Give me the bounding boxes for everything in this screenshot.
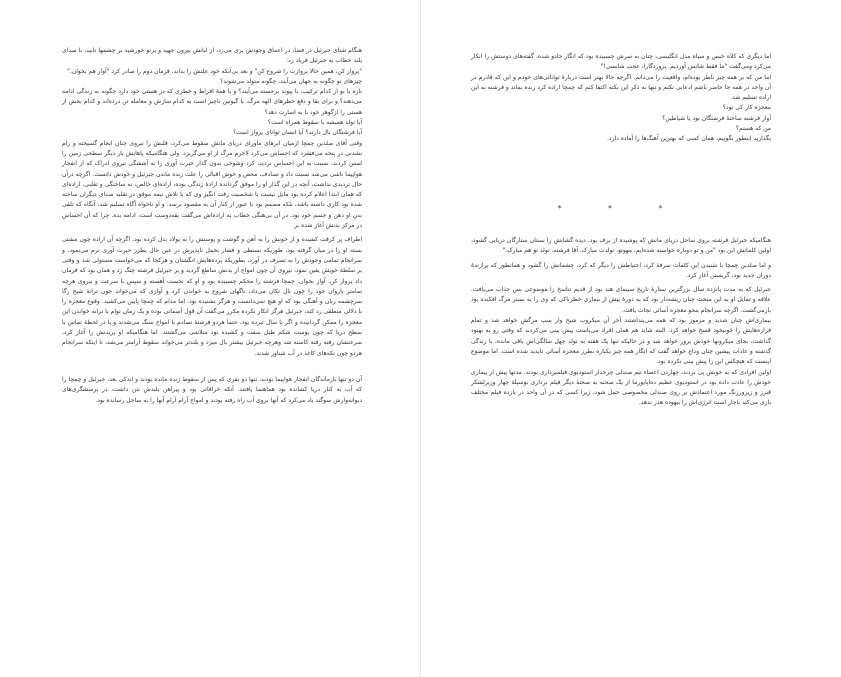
- right-page-top-text: [471, 52, 771, 145]
- paragraph: اطراف پر کرفت کشیده و از خونش را به آهن و گوشت و پوستش را به پولاد بدل کرده بود. اگرچه آن اراده چون مشتی بسته او را در میان گرفته بود، طوریکه بستطی و فشار تحمل ناپذیرش در عین حال بطرز حیرت آوری نرم می‌نمود. و سرانجام تمامی وجودش را به تصرف در آورد، بطوریکه پرده‌هایش انگشتان و هرکجا که می‌خواست مستولی شد و وقتی بر سلطهٔ خویش یقین نمود، نیروی آن چون امواج از بدنش ساطع گردید و بر جبرئیل فرشته چنگ زد و همان بود که فرمان داد پرواز کن. آواز بخوان. چمچا فرشته را محکم چسبیده بود و او که نخست آهسته و سپس با سرعت و نیروی هرچه تمامتر بازوان خود را چون بال تکان می‌داد، ناگهان شروع به خواندن کرد و آوازی که می‌خواند چون ترانهٔ شبح رگا سرچشمه زبان و آهنگی بود که او هیچ نمی‌دانست و هرگز نشنیده بود. اما مدام که چمچا پایین می‌کشید. وقوع معجزه را با دلالی منطقی رد کند، جبرئیل هرگز انکار نکرده مکرر می‌گفت آن قول آسمانی بوده و یک زمان توام با ترانه خواندن این معجزه را ممکن گردانیده و اگر با سال تبرده بود، حتما هردو فرشتهٔ تصادم با امواج سنگ می‌شدند و یا در لحظهٔ تماس با سطح دریا که چون پوست شکم طبل سفت و کشیده بود متلاشی می‌گشتند. اما هنگامیکه او پریدنش را آغاز کرد، سرعتشان رفته رفته کاسته شد وهرچه جبرئیل بیشتر بال میزد و بلندتر می‌خواند سقوط آرامتر می‌شد، تا اینکه سرانجام هردو چون تکه‌های کاغذ در آب شناور شدند.: [62, 236, 362, 357]
- paragraph: اولین افرادی که به خوبش پی بردند، چهاردن اعضاء تیم صندلی چرخدار استودیوی فیلمبرداری بودند. مدتها پیش از بیماری خودش را عادت داده بود در استودیوی عظیم ده‌اپایورما از یک صحنه به صحنهٔ دیگر فیلم برداری بوسیلهٔ چهار وزیرلشکر قبرز و زیرورزنگ مورد اعتمادش بر روی صندلی مخصوصی حمل شود، زیرا کسی که در آن واحد در یازده فیلم مختلف بازی می‌کند ناچار است انرژی‌اش را بیهوده هدر ندهد.: [471, 368, 771, 407]
- paragraph: هنگام شنای جبرئیل در فضا، در اعماق وجودش پری می‌زد، از لبانش بیرون جهید و پرتو خورشید بر چشمها تابید، با صدای بلند خطاب به جبرئیل فریاد زد:: [62, 47, 362, 65]
- paragraph: اما دیگری که کلاه خیس و سیاه مدل انگلیسی، چنان به سرش چسبیده بود که انگار جادو شده، گفته‌های دوستش را انکار می‌کرد ومی‌گفت "ما فقط شانس آوردیم. پروردگارا، عجب شانسی!": [471, 53, 771, 71]
- paragraph: هنگامیکه جبرئیل فرشته بروی ساحل دریای مانش که پوشیده از برف بود، دیده گشانش را بستان ستارگان دریایی گشود، اولین کلماتش این بود "من و تو دوباره خواسته شده‌ایم، مهوتو، تولدت مبارک. آقا فرشته، تولد تو هم مبارک.": [471, 237, 771, 255]
- paragraph: آواز فرشته ساختهٔ فرشتگان بود یا شیاطین؟: [662, 114, 771, 122]
- paragraph: من که هستم؟: [735, 125, 771, 133]
- paragraph: آیا فرشتگان بال دارند؟ آیا انسان توانای پرواز است؟: [232, 129, 362, 137]
- paragraph: جبرئیل که به مدت پانزده سال بزرگترین ستارهٔ تاریخ سینمای هند بود از قدیم تناسخ را موضوعی بس جذاب می‌یافت. علاقه و تمایل او به این مبحث چنان ریشه‌دار بود که به دورهٔ پیش از بیماری خطرناکی که وی را به بستر مرگ افکنده بود بازمی‌گشت. اگرچه سرانجام بنحو معجزه آسائی نجات یافت.: [471, 286, 771, 314]
- paragraph: و اما صلدین چمچا با شنیدن این کلمات سرفهٔ کرد، احتیاطش را دیگر که کرد، چشمانش را گشود و همانطور که برازندهٔ دوران جدید بود، گریستن آغاز کرد.: [471, 261, 771, 279]
- paragraph: آیا تولد همیشه با سقوط همراه است؟: [267, 119, 362, 127]
- paragraph: معجزه کار کی بود؟: [722, 104, 771, 112]
- paragraph: "پرواز کن، همین حالا پروازت را شروع کن" و بعد بی‌آنکه خود علتش را بداند، فرمان دوم را صادر کرد "آواز هم بخوان.": [67, 67, 362, 75]
- paragraph: وقتی آقای صلدین چمچا ازمیان ابرهای ماورای دریای مانش سقوط می‌کرد، قلبش را نیروی چنان انجام گسیخته و رام نشدنی در پنجه می‌فشرد که احساس می‌کرد لاجرم مرگ از او می‌گریزد. ولی هنگامیکه پاهایش بار دیگر سطحی زمین را لمس کردند، نسبت به این احساس تردید، کرد وشوخی بدون گذار حیرت آوری را به آشفتگی نیروی ادراک که از انفجار هواپیما ناشی می‌شد نسبت داد و تصادف، محض و خوش اقبالی را علت زنده ماندن جبرئیل و خودش دانست. اگرچه درآن حال تردیدی نداشت، آنچه در این گذار او را موفق گردانده ارادهٔ زندگی بوده، اراده‌ای خالص، نه ساختگی و تقلبی. اراده‌ای که همان ابتدا اعلام کرده بود مایل نیست با شخصیت رقت انگیز وی که با تلاش نیمه موفق در تقلید صدای دیگران ساخته شده بود کاری داشته باشد، بلکه مصمم بود با عبور از کنار آن به مقصود برسد. و او ناخواه آگاه تسلیم شد، آنگاه که تلقی بدنِ او ذهن و جسم خود بود. در آن بی‌هنگی خطاب به اراده‌اش می‌گفت یقه‌دوست است، ادامه بده. چرا که آن احساس در مرکز بدنش آغاز شده بر: [62, 139, 362, 230]
- left-page: [0, 0, 420, 677]
- paragraph: بیماری‌اش چنان شدید و مرموز بود که همه می‌پنداشتند آخر آن میکروب شیخ وار سپ مرگش خواهد شد و تمام فرازه‌هایش را خونبخود قسخ خواهد کرد. البته شاید هم همان افراد می‌پاست پیش بینی می‌کردند که وقتی رو به بهبود گذاشت، بجای میکروبها خودش پرور خواهد شد و در حالیکه تنها یک هفته به تولد چهل سالگی‌اش باقی مانده، با زندگی گذشته و عادات پیشین چنان وداع خواهد گفت که انگار همه چیز یکباره بطرز معجزه آسائی ناپدید شده است. اما موضوع اینست که هیچکس این را پیش بینی نکرده بود.: [471, 317, 771, 366]
- paragraph: تازه یا نو از کدام ترکیب، با پیوند برجسته می‌آیند؟ و با همهٔ افراط و خطری که در هستی خود دارد چگونه به زندگی ادامه می‌دهند؟ و برای بقا و دفع خطرهای الهه مرگ، یا گیوتین ناچیز است به کدام سازش و معامله تن درده‌اند و کدام بخش از هستی را ازگوهر خود با به اسارت دهد؟: [62, 88, 362, 116]
- left-page-text: [62, 46, 362, 406]
- paragraph: چیزهای نو چگونه به جهان می‌آیند، چگونه متولد می‌شوند؟: [219, 77, 362, 85]
- paragraph: آن دو تنها بازماندگان انفجار هواپیما بودند، تنها دو نفری که پس از سقوط زنده مانده بودند و اندکی بعد، جبرئیل و چمچا را که آب به کنار دریا کشانده بود هماهنما یافتند. آنکه خرافاتی بود و پیراهن بلندش بتن داشت، در پرسشگری‌های دیوانه‌وارش سوگند یاد می‌کرد که آنها بروی آب راه رفته بودند و امواج آرام آرام آنها را به ساحل رسانده بود.: [62, 375, 362, 404]
- paragraph: بگذارید اینطور بگوییم، همان کسی که بهترین آهنگ‌ها را آماده دارد.: [606, 135, 771, 143]
- right-page: [421, 0, 841, 677]
- section-break-stars: * * *: [557, 204, 685, 213]
- right-page-bottom-text: [471, 236, 771, 409]
- paragraph: اما من که بر همه چیز ناظر بوده‌ام، واقعیت را می‌دانم. اگرچه حالا بهتر است دربارهٔ توانائی‌های خودم و این که قادرم در آن واحد در همه جا حاضر باشم ادعایی نکنم و تنها به ذکر این نکته اکتفا کنم که چمچا اراده کرد زنده بماند و فرشته به این اراده تسلیم شد.: [471, 73, 771, 102]
